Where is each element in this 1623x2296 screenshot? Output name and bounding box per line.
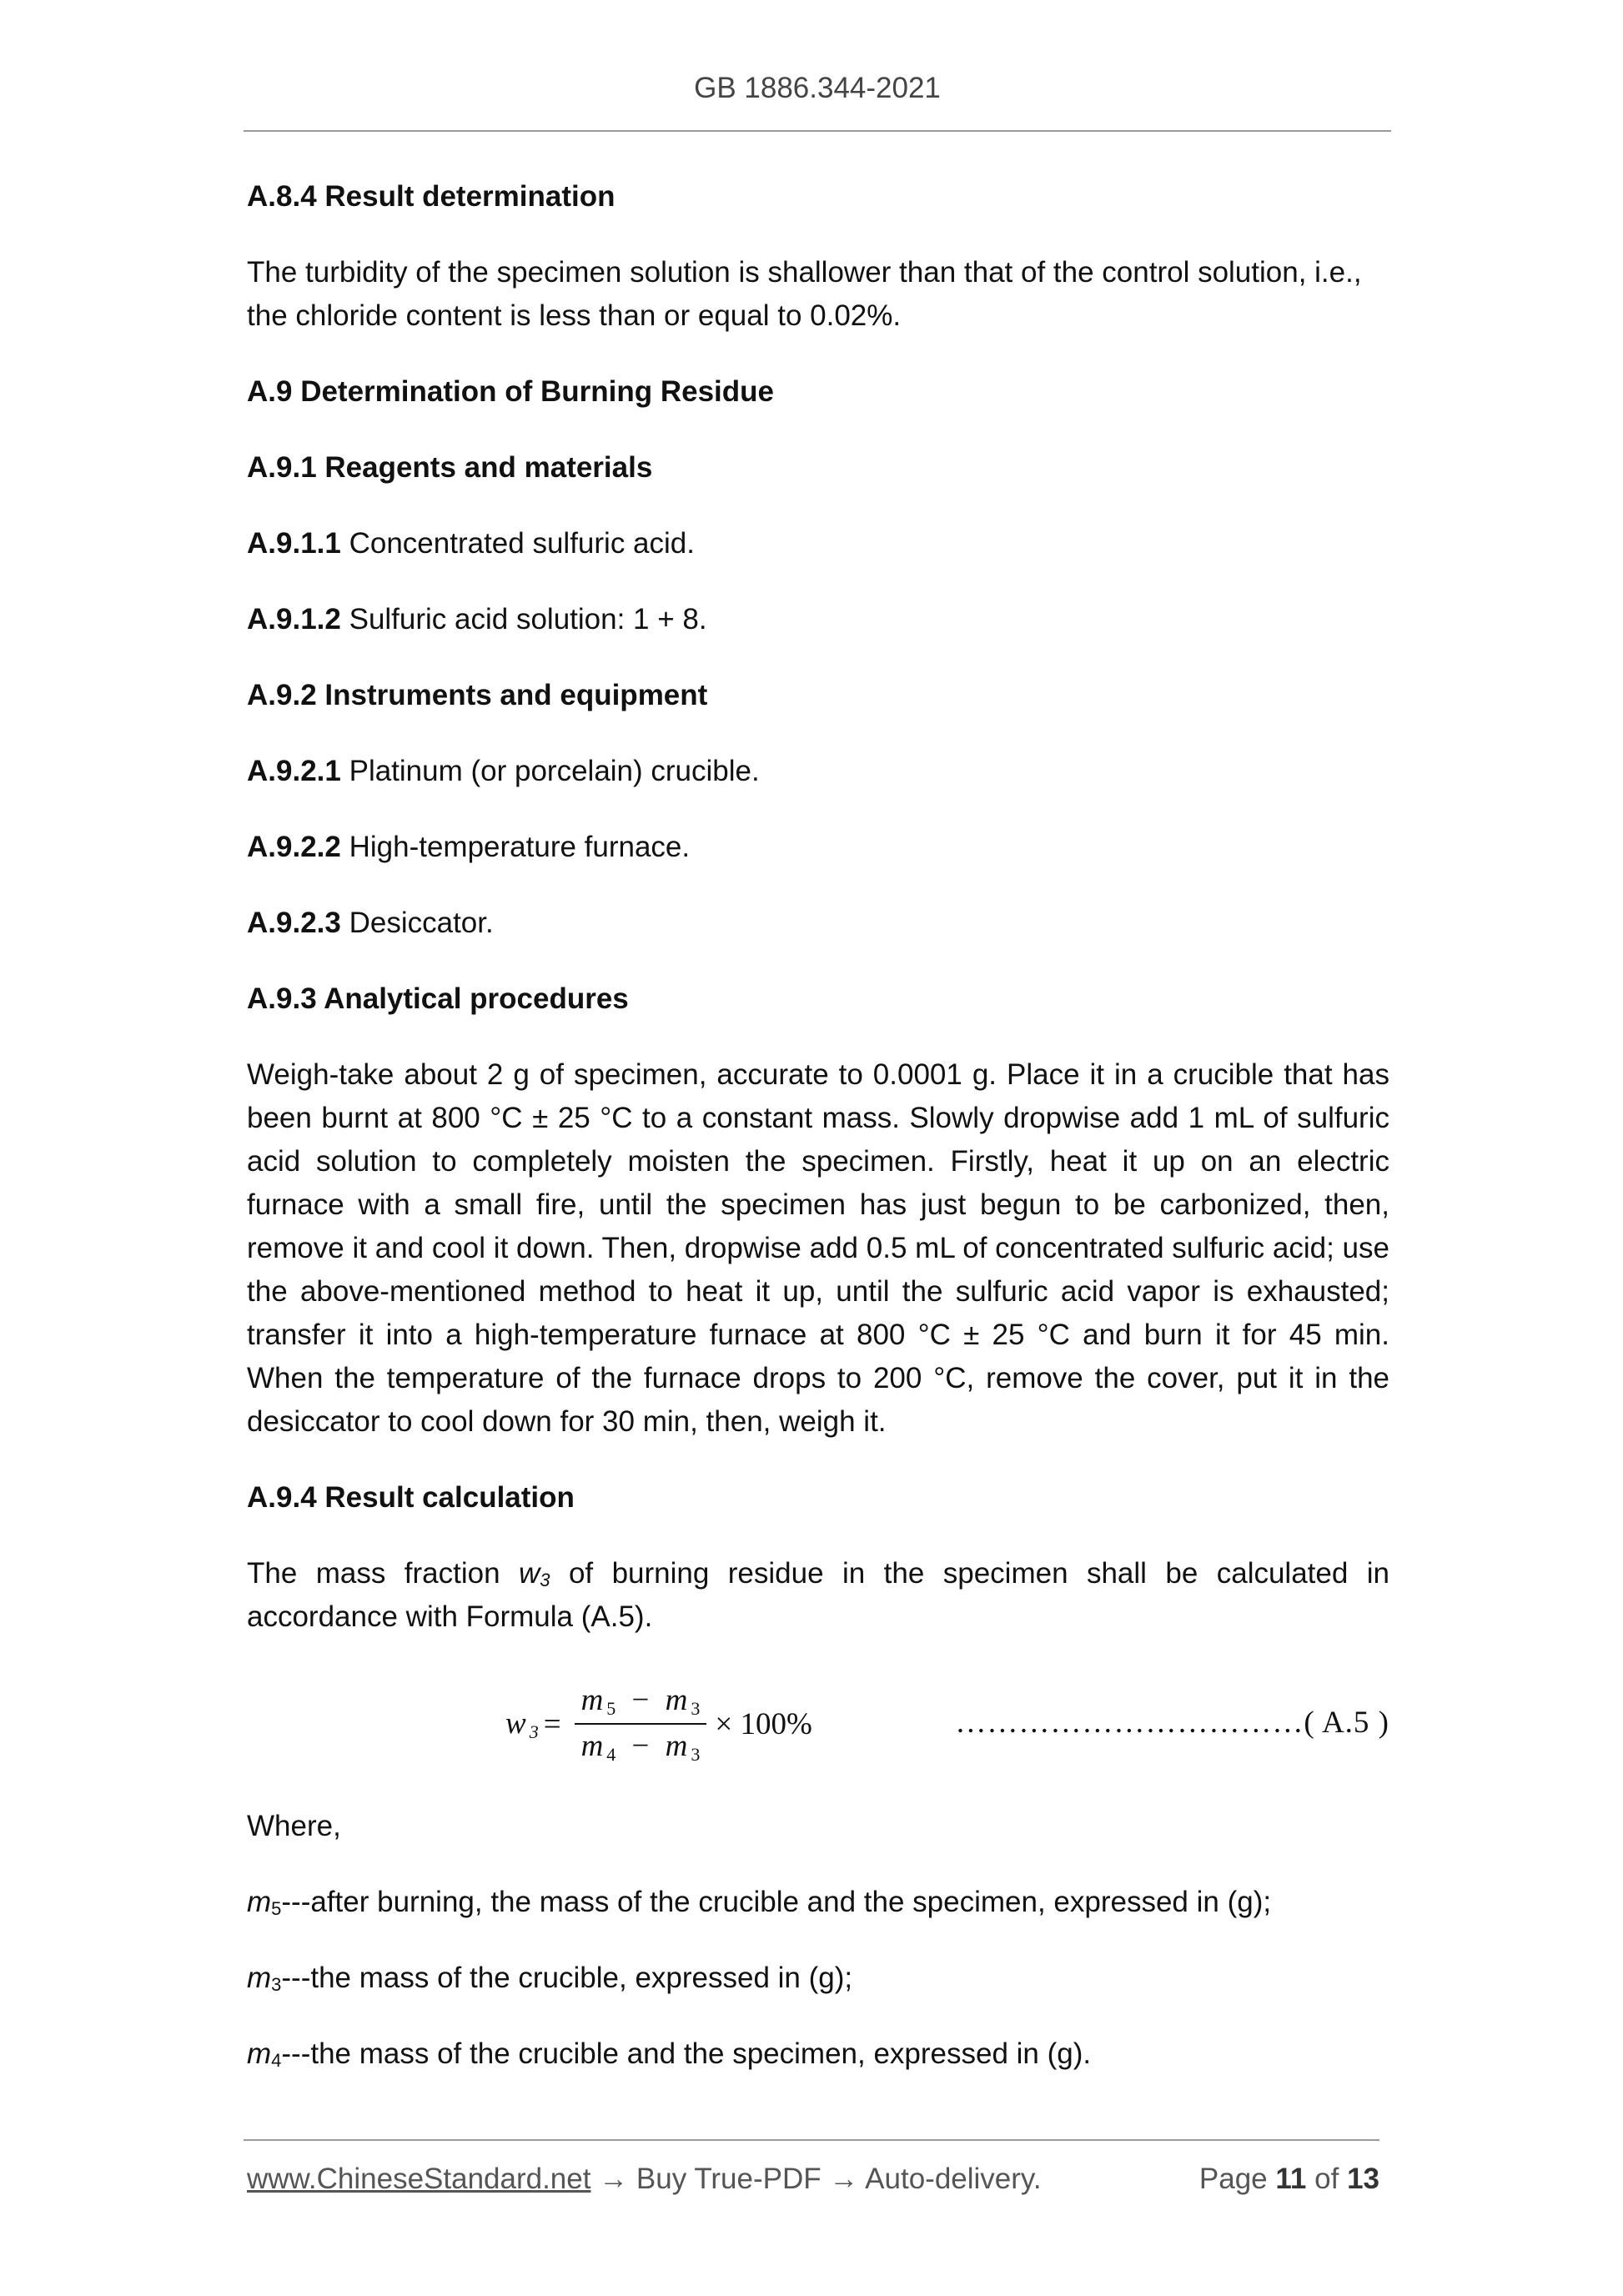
- clause-number: A.9.2.2: [247, 831, 341, 863]
- website-link[interactable]: www.ChineseStandard.net: [247, 2163, 591, 2195]
- paragraph-a84: The turbidity of the specimen solution is shallower than that of the control solution, i.e., the chloride content is less than or equal to 0.02%.: [247, 256, 1362, 332]
- formula-label: ……………………………( A.5 ): [955, 1706, 1389, 1740]
- paragraph-text: The mass fraction: [247, 1557, 500, 1590]
- clause-number: A.9.1.1: [247, 527, 341, 560]
- formula-fraction: [575, 1682, 707, 1766]
- clause-a923: [247, 902, 1389, 945]
- footer-promo: → Buy True-PDF → Auto-delivery.: [590, 2163, 1042, 2195]
- formula-a5: [247, 1671, 1389, 1788]
- formula-equals: =: [543, 1706, 561, 1741]
- clause-text: Concentrated sulfuric acid.: [349, 527, 695, 560]
- clause-text: Sulfuric acid solution: 1 + 8.: [349, 603, 707, 636]
- footer-divider: [244, 2139, 1379, 2141]
- section-heading-a93: A.9.3 Analytical procedures: [247, 982, 629, 1015]
- section-heading-a84: A.8.4 Result determination: [247, 180, 616, 213]
- formula-multiplier: × 100%: [715, 1706, 812, 1741]
- paragraph-text: of burning residue in the specimen shall be calculated in accordance with Formula (A.5).: [247, 1557, 1389, 1633]
- where-label: Where,: [247, 1810, 341, 1842]
- clause-a912: [247, 598, 1389, 641]
- variable-definition-m4: $m_4--$-the mass of the crucible and the specimen, expressed in (g).: [247, 2037, 1092, 2071]
- section-heading-a92: A.9.2 Instruments and equipment: [247, 679, 708, 711]
- page-footer: [247, 2163, 1379, 2196]
- page-indicator: Page 11 of 13: [1198, 2163, 1379, 2195]
- page-header: GB 1886.344-2021: [694, 72, 941, 104]
- formula-lhs: w 3: [505, 1706, 539, 1742]
- clause-number: A.9.1.2: [247, 603, 341, 636]
- variable-definition-m3: $m_3--$-the mass of the crucible, expressed in (g);: [247, 1962, 853, 1995]
- document-body: [247, 175, 1389, 2108]
- variable-definition-m5: $m_5--$-after burning, the mass of the crucible and the specimen, expressed in (g);: [247, 1886, 1272, 1919]
- formula-denominator: m 4 − m 3: [580, 1729, 701, 1765]
- formula-expression: [505, 1678, 812, 1770]
- clause-text: Desiccator.: [349, 907, 494, 939]
- clause-a911: [247, 522, 1389, 565]
- clause-text: Platinum (or porcelain) crucible.: [349, 755, 760, 787]
- clause-number: A.9.2.3: [247, 907, 341, 939]
- clause-text: High-temperature furnace.: [349, 831, 691, 863]
- section-heading-a91: A.9.1 Reagents and materials: [247, 451, 653, 484]
- section-heading-a9: A.9 Determination of Burning Residue: [247, 375, 774, 408]
- section-heading-a94: A.9.4 Result calculation: [247, 1481, 575, 1514]
- clause-a922: [247, 826, 1389, 869]
- clause-a921: [247, 750, 1389, 793]
- paragraph-a94: [247, 1552, 1389, 1639]
- clause-number: A.9.2.1: [247, 755, 341, 787]
- header-divider: [244, 130, 1391, 132]
- variable-w3: $w_3$: [519, 1557, 550, 1590]
- paragraph-a93: Weigh-take about 2 g of specimen, accurate to 0.0001 g. Place it in a crucible that has been burnt at 800 °C ± 25 °C to a constant mass. Slowly dropwise add 1 mL of sulfuric acid solution to completely moisten the specimen. Firstly, heat it up on an electric furnace with a small fire, until the specimen has just begun to be carbonized, then, remove it and cool it down. Then, dropwise add 0.5 mL of concentrated sulfuric acid; use the above-mentioned method to heat it up, until the sulfuric acid vapor is exhausted; transfer it into a high-temperature furnace at 800 °C ± 25 °C and burn it for 45 min. When the temperature of the furnace drops to 200 °C, remove the cover, put it in the desiccator to cool down for 30 min, then, weigh it.: [247, 1058, 1389, 1438]
- formula-numerator: m 5 − m 3: [575, 1682, 707, 1725]
